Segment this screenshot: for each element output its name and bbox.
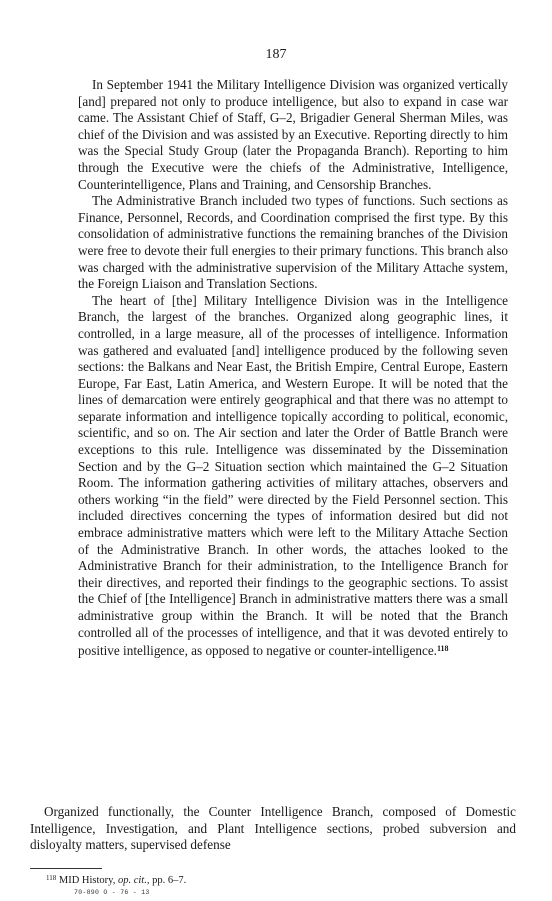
block-quote: [78, 77, 508, 660]
quote-paragraph: In September 1941 the Military Intelligence Division was organized vertically [and] prepared not only to produce intelligence, but also to expand in case war came. The Assistant Chief of Staff, G–2, Brigadier General Sherman Miles, was chief of the Division and was assisted by an Executive. Reporting directly to him was the Special Study Group (later the Propaganda Branch). Reporting to him through the Executive were the chiefs of the Administrative, Intelligence, Counterintelligence, Plans and Training, and Censorship Branches.: [78, 77, 508, 192]
page-number: 187: [265, 47, 287, 62]
footnote-divider: [30, 868, 102, 869]
printer-code: 70-890 O - 76 - 13: [74, 889, 150, 896]
body-text: [30, 804, 516, 854]
body-paragraph: Organized functionally, the Counter Intelligence Branch, composed of Domestic Intelligence, Investigation, and Plant Intelligence sections, probed subversion and disloyalty matters, supervised defense: [30, 804, 516, 853]
quote-paragraph-text: The heart of [the] Military Intelligence Division was in the Intelligence Branch, the largest of the branches. Organized along geographic lines, it controlled, in a large measure, all of the processes of intelligence. Information was gathered and evaluated [and] intelligence produced by the following seven sections: the Balkans and Near East, the British Empire, Central Europe, Eastern Europe, Far East, Latin America, and Western Europe. It will be noted that the lines of demarcation were entirely geographical and that there was no attempt to separate information and intelligence topically according to political, economic, scientific, and so on. The Air section and later the Order of Battle Branch were exceptions to this rule. Intelligence was disseminated by the Dissemination Section and by the G–2 Situation section which maintained the G–2 Situation Room. The information gathering activities of military attaches, observers and others working “in the field” were directed by the Field Personnel section. This included directives concerning the types of information desired but did not embrace administrative matters which were left to the Military Attache Section of the Administrative Branch. In other words, the attaches looked to the Administrative Branch for their administration, to the Intelligence Branch for their directives, and reported their findings to the geographic sections. To assist the Chief of [the Intelligence] Branch in administrative matters there was a small administrative group within the Branch. It will be noted that the Branch controlled all of the processes of intelligence, and that it was devoted entirely to positive intelligence, as opposed to negative or counter-intelligence.: [78, 292, 508, 659]
footnote-citation: op. cit.,: [117, 875, 150, 886]
footnote-marker: 118: [46, 874, 57, 882]
footnote: [46, 872, 186, 887]
footnote-source: MID History,: [58, 875, 116, 886]
quote-paragraph: [78, 293, 508, 660]
footnote-pages: pp. 6–7.: [152, 875, 187, 886]
footnote-reference: 118: [436, 644, 449, 654]
quote-paragraph: The Administrative Branch included two types of functions. Such sections as Finance, Personnel, Records, and Coordination comprised the first type. By this consolidation of administrative functions the remaining branches of the Division were free to devote their full energies to their primary functions. This branch also was charged with the administrative supervision of the Military Attache system, the Foreign Liaison and Translation Sections.: [78, 193, 508, 292]
